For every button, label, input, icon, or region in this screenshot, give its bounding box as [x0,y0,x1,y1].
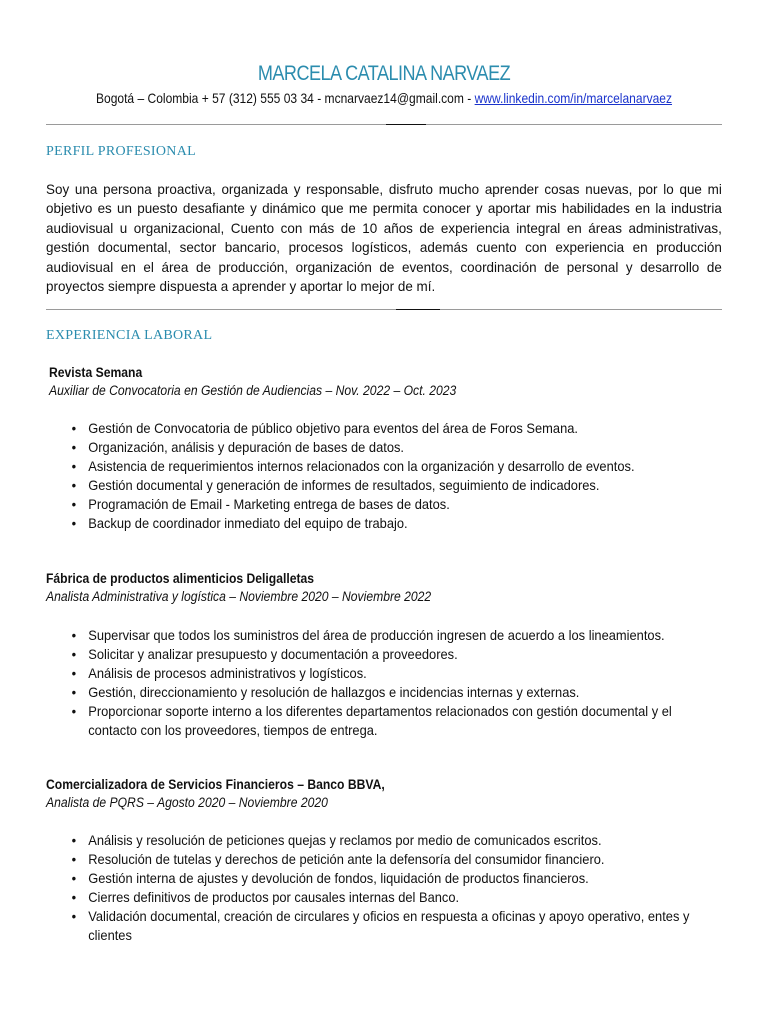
section-title-experience: EXPERIENCIA LABORAL [46,328,213,343]
list-item: • Gestión interna de ajustes y devolución de fondos, liquidación de productos financieros. [68,869,703,888]
list-item: • Asistencia de requerimientos internos relacionados con la organización y desarrollo de eventos. [68,457,703,476]
list-item: • Proporcionar soporte interno a los diferentes departamentos relacionados con gestión documental y el contacto con los proveedores, tiempos de entrega. [68,702,703,740]
job-role: Analista de PQRS – Agosto 2020 – Noviembre 2020 [46,795,328,810]
list-item: • Backup de coordinador inmediato del equipo de trabajo. [68,514,703,533]
section-title-profile: PERFIL PROFESIONAL [46,144,196,159]
list-item: • Programación de Email - Marketing entrega de bases de datos. [68,495,703,514]
contact-line [54,90,714,106]
profile-text: Soy una persona proactiva, organizada y responsable, disfruto mucho aprender cosas nuevas, por lo que mi objetivo es un puesto desafiante y dinámico que me permita conocer y aportar mis habilidades en la industria audiovisual u organizacional, Cuento con más de 10 años de experiencia integral en áreas administrativas, gestión documental, sector bancario, procesos logísticos, además cuento con experiencia en producción audiovisual en el área de producción, organización de eventos, coordinación de personal y desarrollo de proyectos siempre dispuesta a aprender y aportar lo mejor de mí. [46,181,722,295]
list-item: • Solicitar y analizar presupuesto y documentación a proveedores. [68,645,703,664]
list-item: • Validación documental, creación de circulares y oficios en respuesta a oficinas y apoyo operativo, entes y clientes [68,907,703,945]
job-company: Fábrica de productos alimenticios Deligalletas [46,571,315,586]
list-item: • Análisis y resolución de peticiones quejas y reclamos por medio de comunicados escritos. [68,831,703,850]
divider-accent [396,309,440,310]
job-role: Auxiliar de Convocatoria en Gestión de Audiencias – Nov. 2022 – Oct. 2023 [49,383,457,398]
divider-top [46,124,722,125]
list-item: • Gestión documental y generación de informes de resultados, seguimiento de indicadores. [68,476,703,495]
list-item: • Gestión de Convocatoria de público objetivo para eventos del área de Foros Semana. [68,419,703,438]
divider-accent [386,124,426,125]
list-item: • Supervisar que todos los suministros del área de producción ingresen de acuerdo a los lineamientos. [68,626,703,645]
job-company: Revista Semana [49,365,143,380]
job-bullets [68,419,703,533]
list-item: • Análisis de procesos administrativos y logísticos. [68,664,703,683]
list-item: • Gestión, direccionamiento y resolución de hallazgos e incidencias internas y externas. [68,683,703,702]
list-item: • Organización, análisis y depuración de bases de datos. [68,438,703,457]
linkedin-link[interactable]: www.linkedin.com/in/marcelanarvaez [474,90,673,106]
job-role: Analista Administrativa y logística – Noviembre 2020 – Noviembre 2022 [46,589,432,604]
job-bullets [68,831,703,945]
list-item: • Resolución de tutelas y derechos de petición ante la defensoría del consumidor financiero. [68,850,703,869]
divider-middle [46,309,722,310]
job-bullets [68,626,703,740]
list-item: • Cierres definitivos de productos por causales internas del Banco. [68,888,703,907]
candidate-name: MARCELA CATALINA NARVAEZ [257,62,511,85]
contact-details: Bogotá – Colombia + 57 (312) 555 03 34 - mcnarvaez14@gmail.com - [95,90,475,106]
job-company: Comercializadora de Servicios Financieros – Banco BBVA, [46,777,385,792]
